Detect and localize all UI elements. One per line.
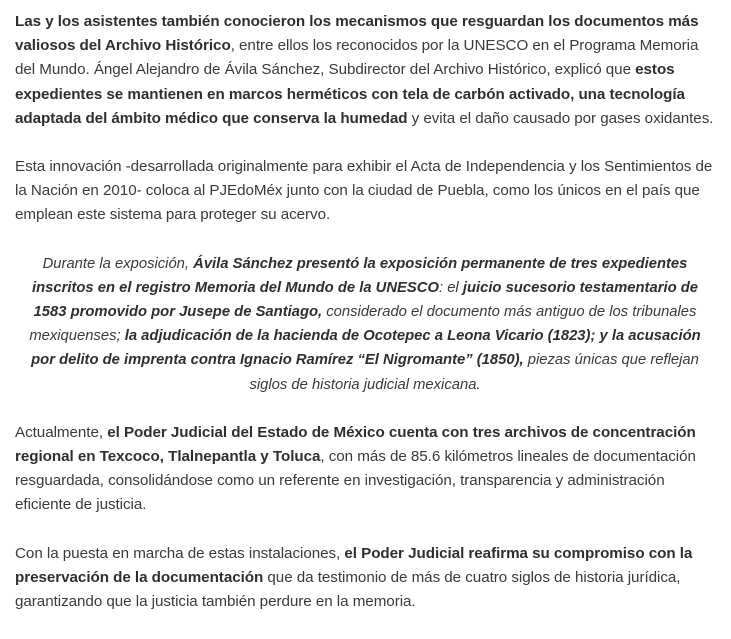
body-text: : el — [438, 279, 463, 296]
bold-text: estos expedientes se mantienen en marcos herméticos con tela de carbón activado, una tecnología adaptada del ámbito médico que conserva la humedad — [15, 61, 685, 127]
body-text: considerado el documento más antiguo de los tribunales mexiquenses; — [29, 304, 697, 345]
body-text: que da testimonio de más de cuatro siglos de historia jurídica, garantizando que la justicia también perdure en la memoria. — [15, 568, 681, 611]
italic-quote-exposicion — [15, 252, 715, 397]
bold-text: el Poder Judicial reafirma su compromiso con la preservación de la documentación — [15, 544, 693, 586]
body-text: Con la puesta en marcha de estas instalaciones, — [15, 544, 345, 562]
body-text: Actualmente, — [15, 423, 108, 441]
paragraph-compromiso — [15, 542, 715, 615]
bold-text: el Poder Judicial del Estado de México cuenta con tres archivos de concentración regional en Texcoco, Tlalnepantla y Toluca — [15, 423, 696, 466]
paragraph-mecanismos — [15, 10, 715, 131]
bold-text: Las y los asistentes también conocieron los mecanismos que resguardan los documentos más valiosos del Archivo Histórico — [15, 13, 699, 55]
body-text: y evita el daño causado por gases oxidantes. — [407, 109, 714, 127]
body-text: Durante la exposición, — [42, 255, 194, 272]
bold-text: la adjudicación de la hacienda de Ocotepec a Leona Vicario (1823); y la acusación por delito de imprenta contra Ignacio Ramírez “El Nigromante” (1850), — [31, 328, 701, 369]
body-text: , entre ellos los reconocidos por la UNESCO en el Programa Memoria del Mundo. Ángel Alejandro de Ávila Sánchez, Subdirector del Archivo Histórico, explicó que — [15, 37, 699, 79]
paragraph-archivos-regionales — [15, 421, 715, 518]
body-text: , con más de 85.6 kilómetros lineales de documentación resguardada, consolidándose como un referente en investigación, transparencia y administración eficiente de justicia. — [15, 448, 696, 514]
paragraph-innovacion — [15, 155, 715, 228]
body-text: piezas únicas que reflejan siglos de historia judicial mexicana. — [249, 352, 699, 393]
body-text: Esta innovación -desarrollada originalmente para exhibir el Acta de Independencia y los Sentimientos de la Nación en 2010- coloca al PJEdoMéx junto con la ciudad de Puebla, como los únicos en el país que emplean este sistema para proteger su acervo. — [15, 158, 713, 224]
bold-text: juicio sucesorio testamentario de 1583 promovido por Jusepe de Santiago, — [33, 279, 699, 321]
bold-text: Ávila Sánchez presentó la exposición permanente de tres expedientes inscritos en el registro Memoria del Mundo de la UNESCO — [31, 255, 688, 296]
